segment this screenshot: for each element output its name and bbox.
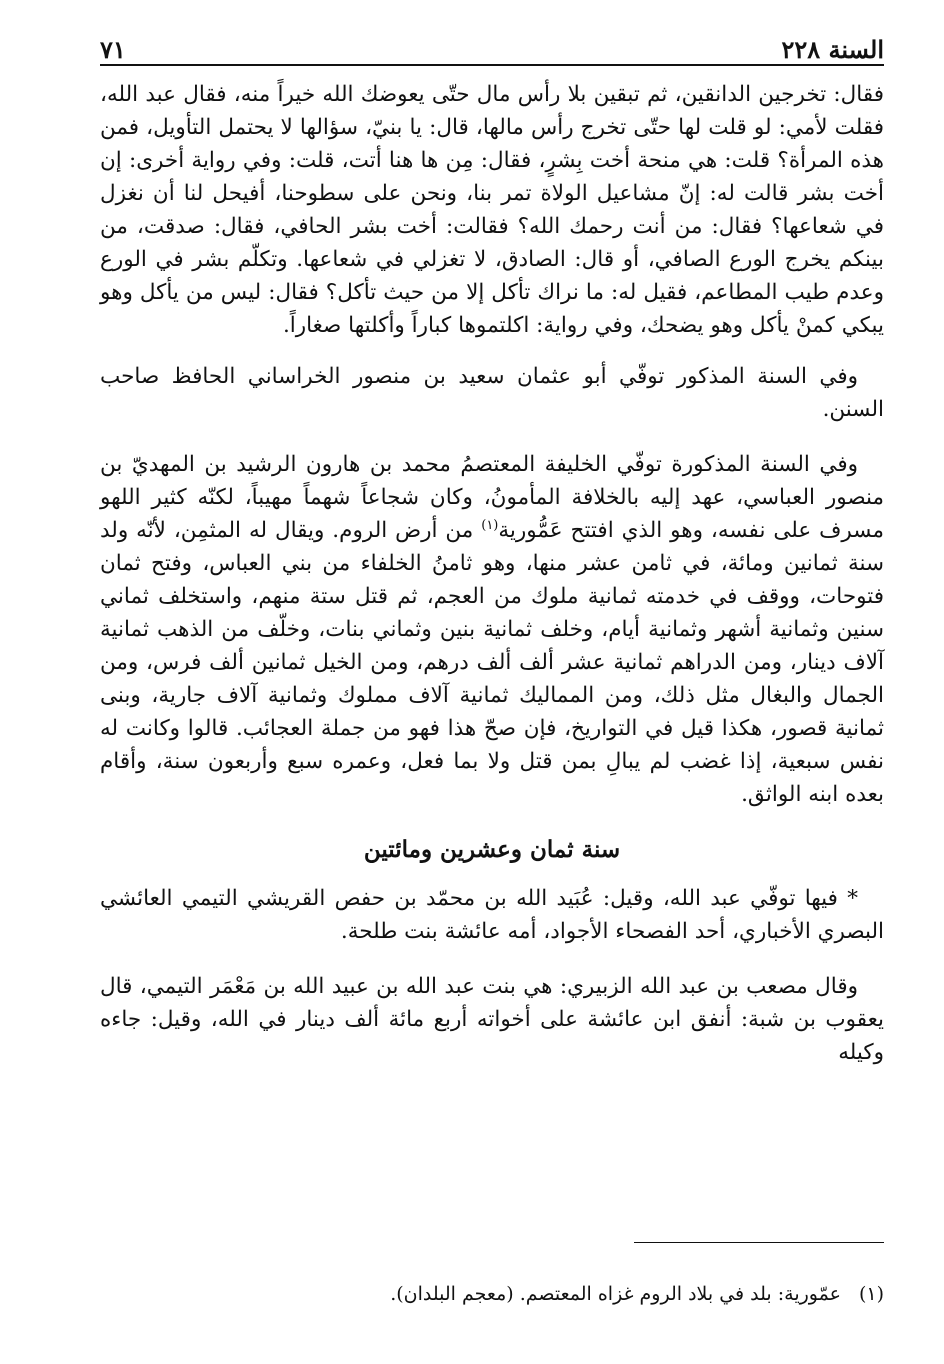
header-rule	[100, 64, 884, 66]
running-title: السنة ٢٢٨	[781, 35, 884, 64]
paragraph-musab-zubairi: وقال مصعب بن عبد الله الزبيري: هي بنت عبد الله بن عبيد الله بن مَعْمَر التيمي، قال يعقوب بن شبة: أنفق ابن عائشة على أخواته أربع مائة ألف دينار في الله، وقيل: جاءه وكيله	[100, 974, 884, 1065]
al-mutasim-text-part2: من أرض الروم. ويقال له المثمِن، لأنّه ولد سنة ثمانين ومائة، في ثامن عشر منها، وهو ثامنُ الخلفاء من بني العباس، وفتح ثمان فتوحات، ووقف في خدمته ثمانية ملوك من العجم، ثم قتل ستة منهم، واستخلف ثماني سنين وثمانية أشهر وثمانية أيام، وخلف ثمانية بنين وثماني بنات، وخلّف من الذهب ثمانية آلاف دينار، ومن الدراهم ثمانية عشر ألف ألف درهم، ومن الخيل ثمانين ألف فرس، ومن الجمال والبغال مثل ذلك، ومن المماليك ثمانية آلاف مملوك وثمانية آلاف جارية، وبنى ثمانية قصور، هكذا قيل في التواريخ، فإن صحّ هذا فهو من جملة العجائب. قالوا وكانت له نفس سبعية، إذا غضب لم يبالِ بمن قتل ولا بما فعل، وعمره سبع وأربعون سنة، وأقام بعده ابنه الواثق.	[100, 518, 884, 807]
main-text	[100, 78, 884, 1091]
paragraph-said-bin-mansur: وفي السنة المذكور توفّي أبو عثمان سعيد بن منصور الخراساني الحافظ صاحب السنن.	[100, 364, 884, 422]
footnote-text: عمّورية: بلد في بلاد الروم غزاه المعتصم. (معجم البلدان).	[390, 1283, 841, 1305]
paragraph-ibn-aisha: * فيها توفّي عبد الله، وقيل: عُبَيد الله بن محمّد بن حفص القريشي التيمي العائشي البصري الأخباري، أحد الفصحاء الأجواد، أمه عائشة بنت طلحة.	[100, 886, 884, 944]
page-number: ٧١	[100, 35, 126, 64]
paragraph-bishr-sister: فقال: تخرجين الدانقين، ثم تبقين بلا رأس مال حتّى يعوضك الله خيراً منه، فقال عبد الله، فقلت لأمي: لو قلت لها حتّى تخرج رأس مالها، قال: يا بنيّ، سؤالها لا يحتمل التأويل، فمن هذه المرأة؟ قلت: هي منحة أخت بِشرٍ، فقال: مِن ها هنا أتت، قلت: وفي رواية أخرى: إن أخت بشر قالت له: إنّ مشاعيل الولاة تمر بنا، ونحن على سطوحنا، أفيحل لنا أن نغزل في شعاعها؟ فقال: من أنت رحمك الله؟ فقالت: أخت بشر الحافي، فقال: صدقت، من بينكم يخرج الورع الصافي، أو قال: الصادق، لا تغزلي في شعاعها. وتكلّم بشر في الورع وعدم طيب المطاعم، فقيل له: ما نراك تأكل إلا من حيث تأكل؟ فقال: ليس من يأكل وهو يبكي كمنْ يأكل وهو يضحك، وفي رواية: اكلتموها كباراً وأكلتها صغاراً.	[100, 82, 884, 338]
section-title-year-228: سنة ثمان وعشرين ومائتين	[363, 836, 621, 863]
paragraph-al-mutasim	[100, 448, 884, 811]
footnote-reference: (١)	[481, 517, 499, 533]
footnote-rule	[634, 1242, 884, 1243]
page-header	[100, 30, 884, 64]
al-mutasim-text-part1: وفي السنة المذكورة توفّي الخليفة المعتصمُ محمد بن هارون الرشيد بن المهديّ بن منصور العباسي، عهد إليه بالخلافة المأمونُ، وكان شجاعاً شهماً مهيباً، لكنّه كثير اللهو مسرف على نفسه، وهو الذي افتتح عَمُّورية	[100, 452, 884, 543]
footnote-number: (١)	[858, 1283, 884, 1305]
footnote	[100, 1280, 884, 1308]
